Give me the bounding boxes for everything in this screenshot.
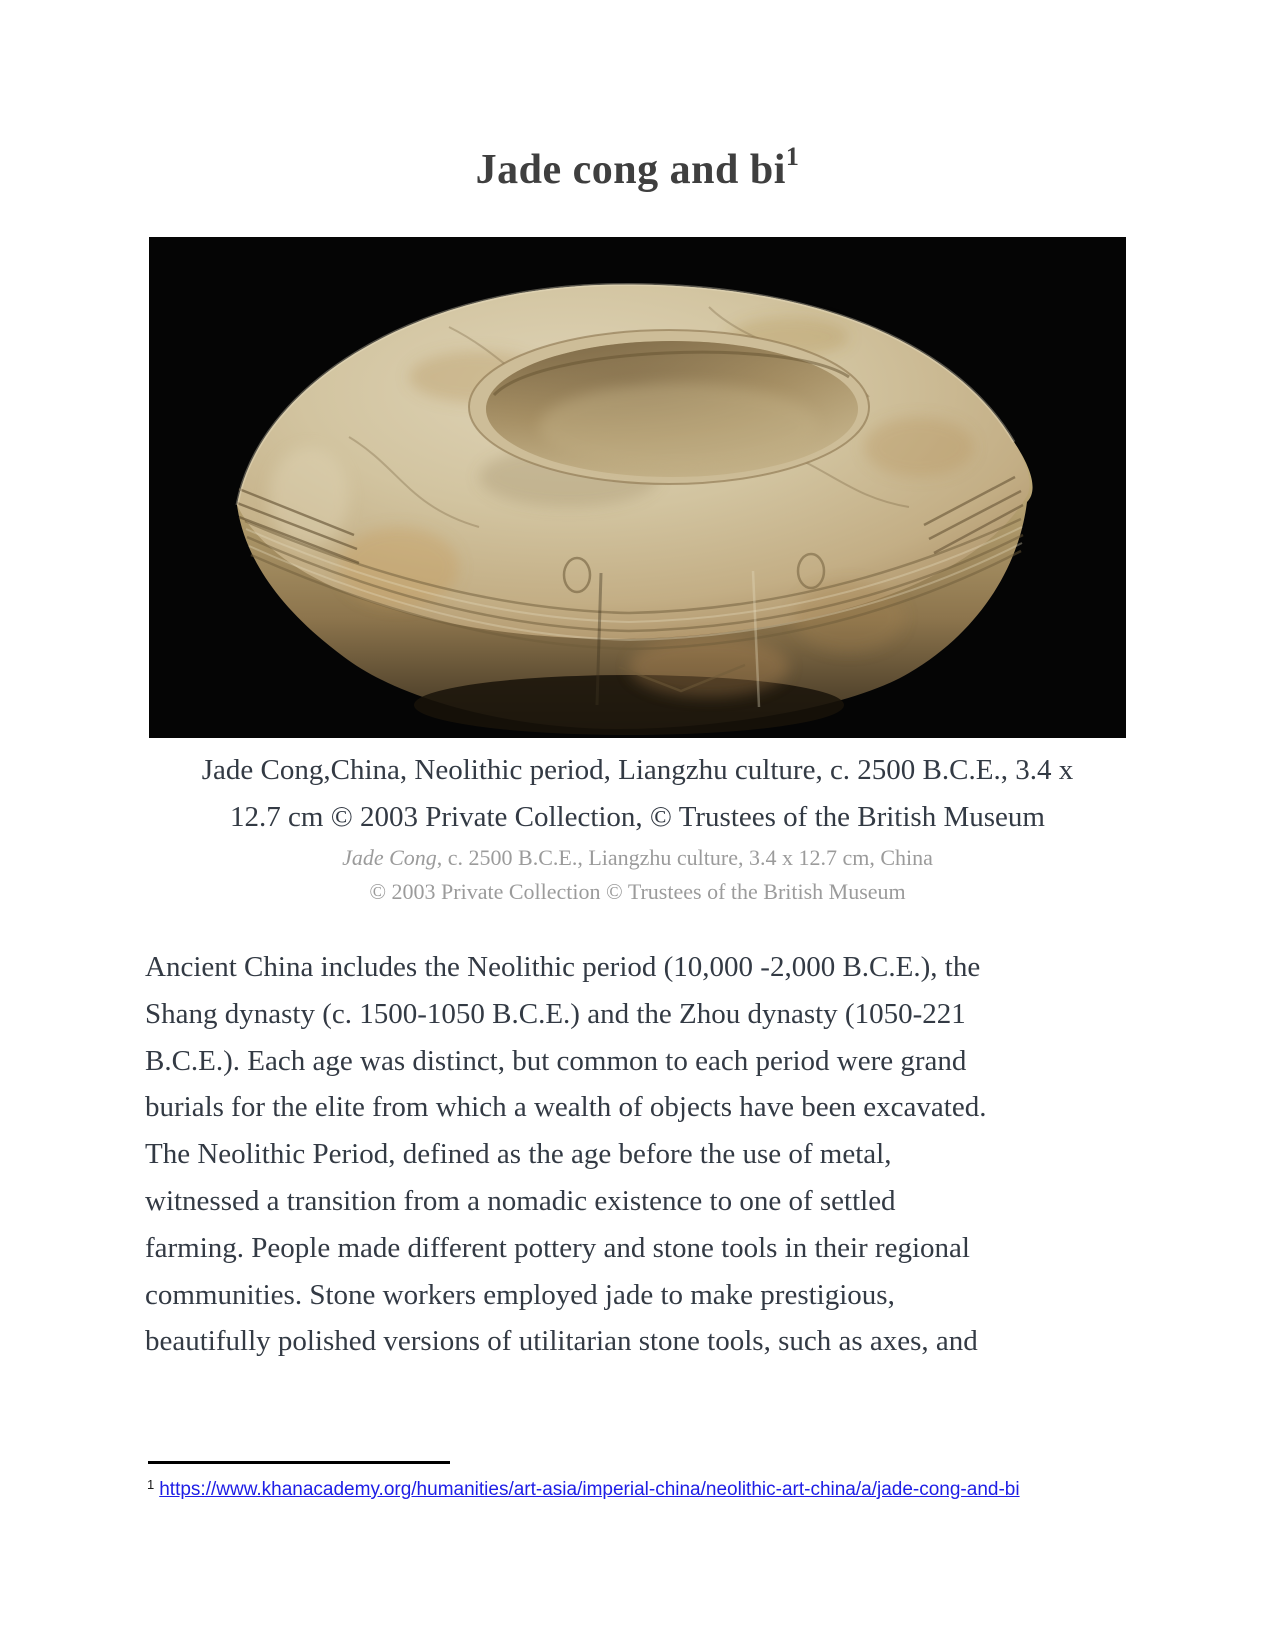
figure-credit — [75, 841, 1200, 909]
footnote-link[interactable]: https://www.khanacademy.org/humanities/art-asia/imperial-china/neolithic-art-china/a/jade-cong-and-bi — [159, 1479, 1020, 1500]
figure-credit-rest: , c. 2500 B.C.E., Liangzhu culture, 3.4 x 12.7 cm, China — [436, 845, 933, 870]
body-line: farming. People made different pottery and stone tools in their regional — [145, 1231, 970, 1264]
body-line: burials for the elite from which a wealth of objects have been excavated. — [145, 1091, 987, 1124]
figure-credit-title: Jade Cong — [342, 845, 437, 870]
body-line: Shang dynasty (c. 1500-1050 B.C.E.) and the Zhou dynasty (1050-221 — [145, 997, 966, 1030]
body-line: The Neolithic Period, defined as the age before the use of metal, — [145, 1138, 892, 1171]
body-line: B.C.E.). Each age was distinct, but common to each period were grand — [145, 1044, 967, 1077]
footnote — [147, 1477, 1147, 1501]
figure-caption — [75, 747, 1200, 841]
figure-caption-line1: Jade Cong,China, Neolithic period, Liangzhu culture, c. 2500 B.C.E., 3.4 x — [201, 754, 1074, 786]
figure-credit-line2: © 2003 Private Collection © Trustees of the British Museum — [369, 879, 906, 904]
footnote-marker: 1 — [147, 1477, 155, 1492]
body-line: beautifully polished versions of utilitarian stone tools, such as axes, and — [145, 1325, 978, 1358]
jade-cong-photo — [149, 237, 1126, 738]
figure-credit-line1 — [75, 841, 1200, 875]
footnote-separator — [148, 1461, 450, 1464]
page-title-text: Jade cong and bi — [475, 147, 786, 193]
page-title — [0, 142, 1275, 194]
title-footnote-ref[interactable]: 1 — [785, 142, 800, 171]
body-paragraph — [145, 944, 1145, 1365]
figure-caption-line2: 12.7 cm © 2003 Private Collection, © Trustees of the British Museum — [230, 801, 1045, 833]
body-line: Ancient China includes the Neolithic period (10,000 -2,000 B.C.E.), the — [145, 951, 981, 983]
body-line: communities. Stone workers employed jade to make prestigious, — [145, 1278, 895, 1311]
jade-cong-illustration — [149, 237, 1126, 738]
body-line: witnessed a transition from a nomadic existence to one of settled — [145, 1184, 896, 1217]
